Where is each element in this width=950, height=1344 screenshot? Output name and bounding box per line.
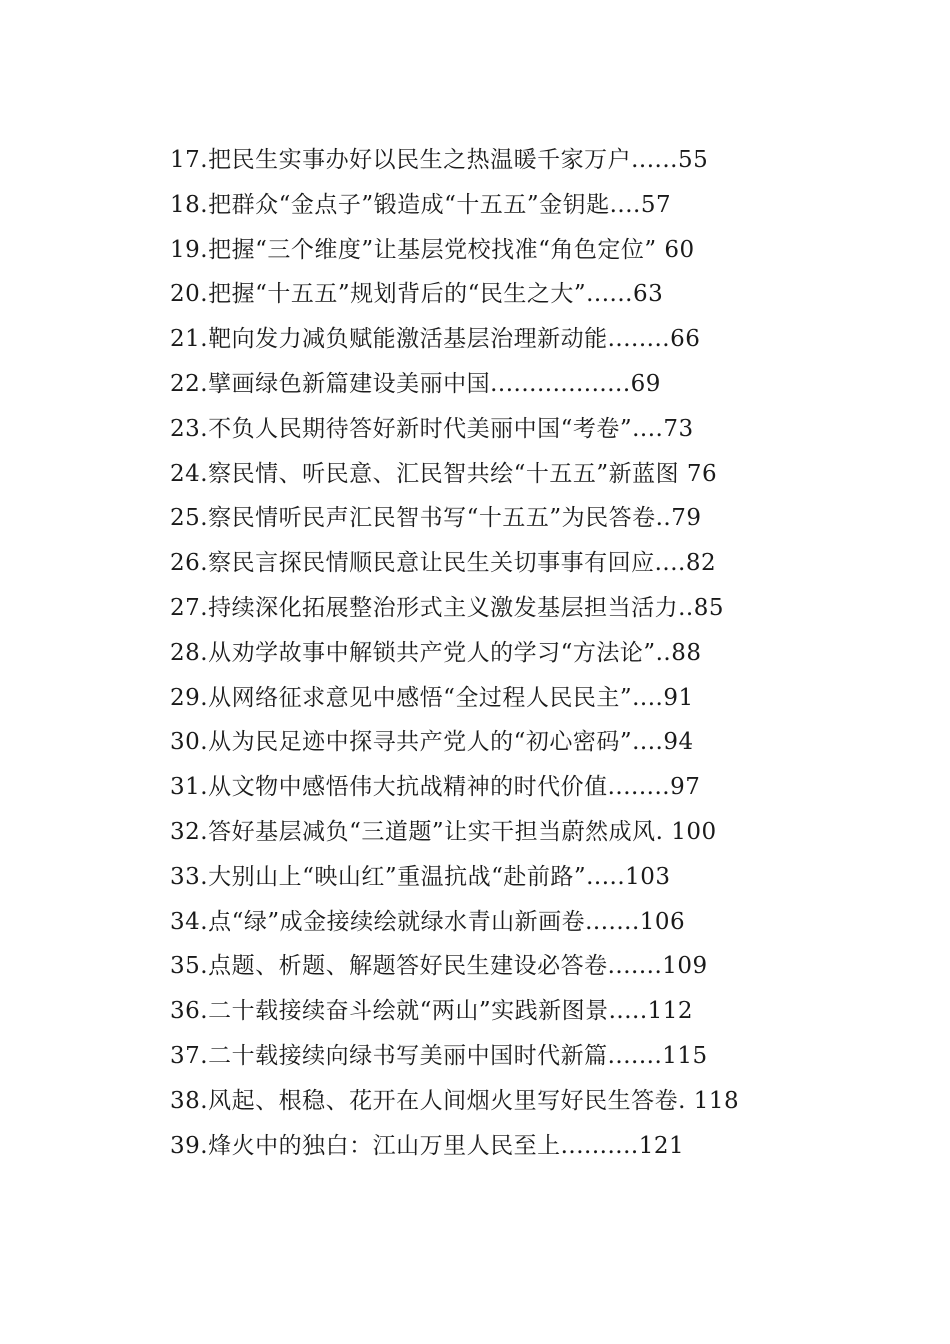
toc-entry: 21.靶向发力减负赋能激活基层治理新动能........66 bbox=[170, 326, 701, 353]
toc-entry: 22.擘画绿色新篇建设美丽中国..................69 bbox=[170, 370, 661, 397]
toc-entry: 38.风起、根稳、花开在人间烟火里写好民生答卷. 118 bbox=[170, 1087, 740, 1114]
toc-entry: 26.察民言探民情顺民意让民生关切事事有回应....82 bbox=[170, 550, 717, 577]
toc-entry: 35.点题、析题、解题答好民生建设必答卷.......109 bbox=[170, 953, 708, 980]
toc-entry: 34.点“绿”成金接续绘就绿水青山新画卷.......106 bbox=[170, 908, 686, 935]
toc-entry: 30.从为民足迹中探寻共产党人的“初心密码”....94 bbox=[170, 729, 694, 756]
toc-entry: 36.二十载接续奋斗绘就“两山”实践新图景.....112 bbox=[170, 998, 694, 1025]
toc-entry: 39.烽火中的独白：江山万里人民至上..........121 bbox=[170, 1132, 685, 1159]
toc-entry: 17.把民生实事办好以民生之热温暖千家万户......55 bbox=[170, 147, 709, 173]
toc-entry: 24.察民情、听民意、汇民智共绘“十五五”新蓝图 76 bbox=[170, 460, 718, 487]
toc-entry: 27.持续深化拓展整治形式主义激发基层担当活力..85 bbox=[170, 594, 724, 621]
toc-entry: 29.从网络征求意见中感悟“全过程人民民主”....91 bbox=[170, 684, 694, 711]
toc-entry: 20.把握“十五五”规划背后的“民生之大”......63 bbox=[170, 281, 664, 308]
toc-entry: 33.大别山上“映山红”重温抗战“赴前路”.....103 bbox=[170, 863, 671, 890]
toc-entry: 31.从文物中感悟伟大抗战精神的时代价值........97 bbox=[170, 774, 701, 801]
toc-entry: 19.把握“三个维度”让基层党校找准“角色定位” 60 bbox=[170, 236, 695, 263]
toc-entry: 18.把群众“金点子”锻造成“十五五”金钥匙....57 bbox=[170, 191, 672, 218]
toc-entry: 23.不负人民期待答好新时代美丽中国“考卷”....73 bbox=[170, 415, 694, 442]
table-of-contents bbox=[170, 138, 782, 1168]
toc-entry: 25.察民情听民声汇民智书写“十五五”为民答卷..79 bbox=[170, 505, 702, 532]
toc-entry: 28.从劝学故事中解锁共产党人的学习“方法论”..88 bbox=[170, 639, 702, 666]
toc-entry: 37.二十载接续向绿书写美丽中国时代新篇.......115 bbox=[170, 1042, 708, 1069]
toc-entry: 32.答好基层减负“三道题”让实干担当蔚然成风. 100 bbox=[170, 818, 717, 845]
